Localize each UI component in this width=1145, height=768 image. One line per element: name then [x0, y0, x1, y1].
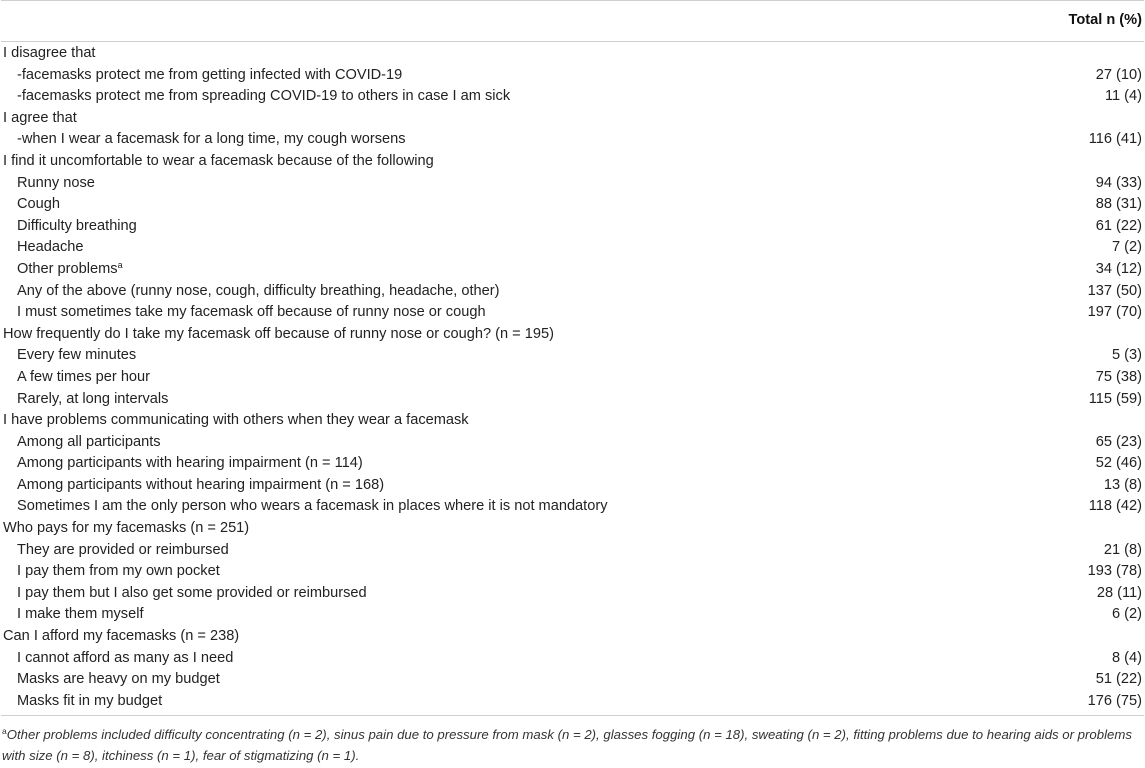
- row-value: 176 (75): [1087, 692, 1142, 709]
- section-label: [1, 324, 924, 346]
- row-value: 5 (3): [1111, 347, 1142, 364]
- row-label-text: Among all participants: [17, 433, 161, 450]
- table-section-row: [1, 151, 1144, 173]
- table-row: [1, 345, 1144, 367]
- table-header: [1, 1, 1144, 42]
- row-label: [1, 194, 924, 216]
- table-section-row: [1, 42, 1144, 65]
- row-value: 65 (23): [1095, 433, 1142, 450]
- row-label-text: Cough: [17, 196, 61, 213]
- row-label-text: Among participants without hearing impairment (n = 168): [17, 476, 385, 493]
- row-label-text: Among participants with hearing impairment (n = 114): [17, 455, 363, 472]
- section-label: [1, 410, 924, 432]
- row-label: [1, 691, 924, 716]
- row-label: [1, 389, 924, 411]
- row-value: 34 (12): [1095, 260, 1142, 277]
- table-section-row: [1, 324, 1144, 346]
- row-value: 7 (2): [1111, 239, 1142, 256]
- row-value: 75 (38): [1095, 368, 1142, 385]
- table-row: [1, 367, 1144, 389]
- row-label: [1, 237, 924, 259]
- table-row: [1, 216, 1144, 238]
- row-value: 116 (41): [1088, 131, 1142, 148]
- section-label: [1, 518, 924, 540]
- row-value: 115 (59): [1088, 390, 1142, 407]
- table-row: [1, 475, 1144, 497]
- table-row: [1, 669, 1144, 691]
- row-label-text: I disagree that: [3, 45, 96, 61]
- row-label-text: Difficulty breathing: [17, 217, 137, 234]
- row-label: [1, 65, 924, 87]
- table-row: [1, 86, 1144, 108]
- table-row: [1, 583, 1144, 605]
- table-row: [1, 540, 1144, 562]
- row-label: [1, 540, 924, 562]
- row-label: [1, 583, 924, 605]
- row-label-text: Any of the above (runny nose, cough, difficulty breathing, headache, other): [17, 282, 500, 299]
- row-value: 28 (11): [1096, 584, 1142, 601]
- header-label-cell: [1, 1, 924, 42]
- row-label-text: -facemasks protect me from spreading COVID-19 to others in case I am sick: [17, 88, 511, 105]
- table-row: [1, 496, 1144, 518]
- table-section-row: [1, 108, 1144, 130]
- row-label-text: I pay them from my own pocket: [17, 563, 220, 580]
- row-label: [1, 281, 924, 303]
- row-label: [1, 453, 924, 475]
- table-row: [1, 389, 1144, 411]
- row-label: [1, 648, 924, 670]
- table-row: [1, 302, 1144, 324]
- row-label-text: I pay them but I also get some provided or reimbursed: [17, 584, 367, 601]
- row-label: [1, 259, 924, 281]
- row-label-text: Other problems: [17, 260, 118, 277]
- row-value: 21 (8): [1103, 541, 1142, 558]
- row-label-text: Sometimes I am the only person who wears a facemask in places where it is not mandatory: [17, 498, 608, 515]
- row-label: [1, 561, 924, 583]
- row-label-text: Can I afford my facemasks (n = 238): [3, 628, 240, 645]
- row-label-text: -when I wear a facemask for a long time, my cough worsens: [17, 131, 406, 148]
- row-label: [1, 475, 924, 497]
- table-body: [1, 42, 1144, 716]
- row-label: [1, 432, 924, 454]
- row-value: [924, 410, 1144, 432]
- row-label-text: Who pays for my facemasks (n = 251): [3, 520, 250, 537]
- row-label-text: Masks fit in my budget: [17, 692, 163, 709]
- row-value: 61 (22): [1095, 217, 1142, 234]
- row-value: 13 (8): [1103, 476, 1142, 493]
- row-value: [924, 151, 1144, 173]
- row-value: 8 (4): [1111, 649, 1142, 666]
- table-section-row: [1, 410, 1144, 432]
- row-value: 52 (46): [1095, 455, 1142, 472]
- table-row: [1, 691, 1144, 716]
- table-section-row: [1, 518, 1144, 540]
- table-row: [1, 281, 1144, 303]
- row-label-text: I agree that: [3, 109, 77, 126]
- row-label-text: Runny nose: [17, 174, 95, 191]
- row-value: 137 (50): [1087, 282, 1142, 299]
- row-label-text: Headache: [17, 239, 84, 256]
- row-label-text: They are provided or reimbursed: [17, 541, 229, 558]
- table-section-row: [1, 626, 1144, 648]
- row-value: [924, 324, 1144, 346]
- row-value: 11 (4): [1104, 88, 1142, 105]
- row-label: [1, 496, 924, 518]
- footnote-reference: a: [117, 259, 123, 270]
- row-label-text: Every few minutes: [17, 347, 137, 364]
- row-label: [1, 86, 924, 108]
- row-label-text: A few times per hour: [17, 368, 151, 385]
- section-label: [1, 626, 924, 648]
- row-label-text: -facemasks protect me from getting infected with COVID-19: [17, 66, 403, 83]
- row-label: [1, 302, 924, 324]
- row-value: 51 (22): [1095, 671, 1142, 688]
- row-label-text: I cannot afford as many as I need: [17, 649, 234, 666]
- row-value: [924, 518, 1144, 540]
- row-value: 94 (33): [1095, 174, 1142, 191]
- row-label-text: How frequently do I take my facemask off because of runny nose or cough? (n = 195): [3, 325, 554, 342]
- header-total-column: Total n (%): [924, 1, 1144, 42]
- table-row: [1, 432, 1144, 454]
- table-row: [1, 194, 1144, 216]
- row-label-text: I must sometimes take my facemask off because of runny nose or cough: [17, 304, 486, 321]
- row-label-text: Rarely, at long intervals: [17, 390, 169, 407]
- row-value: 6 (2): [1111, 606, 1142, 623]
- row-label: [1, 604, 924, 626]
- table-row: [1, 237, 1144, 259]
- section-label: [1, 151, 924, 173]
- footnote-text: Other problems included difficulty concentrating (n = 2), sinus pain due to pressure from mask (n = 2), glasses fogging (n = 18), sweating (n = 2), fitting problems due to hearing aids or problems with size (n = 8), itchiness (n = 1), fear of stigmatizing (n = 1).: [2, 727, 1132, 764]
- row-label: [1, 345, 924, 367]
- table-row: [1, 173, 1144, 195]
- footnote-marker: a: [2, 726, 7, 737]
- row-value: [924, 108, 1144, 130]
- row-label: [1, 173, 924, 195]
- table-row: [1, 561, 1144, 583]
- row-label-text: I find it uncomfortable to wear a facemask because of the following: [3, 152, 434, 169]
- row-value: 197 (70): [1087, 304, 1142, 321]
- row-label-text: I have problems communicating with others when they wear a facemask: [3, 412, 469, 429]
- row-label: [1, 129, 924, 151]
- row-value: [924, 42, 1144, 65]
- section-label: [1, 108, 924, 130]
- row-value: 118 (42): [1088, 498, 1142, 515]
- table-row: [1, 453, 1144, 475]
- table-row: [1, 129, 1144, 151]
- row-label: [1, 216, 924, 238]
- row-value: [924, 626, 1144, 648]
- row-label: [1, 669, 924, 691]
- row-label: [1, 367, 924, 389]
- row-label-text: I make them myself: [17, 606, 144, 623]
- survey-results-table: [1, 0, 1144, 716]
- row-value: 88 (31): [1095, 196, 1142, 213]
- table-row: [1, 65, 1144, 87]
- row-label-text: Masks are heavy on my budget: [17, 671, 220, 688]
- row-value: 193 (78): [1087, 563, 1142, 580]
- row-value: 27 (10): [1095, 66, 1142, 83]
- table-footnote: [0, 716, 1143, 766]
- table-row: [1, 604, 1144, 626]
- table-row: [1, 259, 1144, 281]
- section-label: [1, 42, 924, 65]
- table-row: [1, 648, 1144, 670]
